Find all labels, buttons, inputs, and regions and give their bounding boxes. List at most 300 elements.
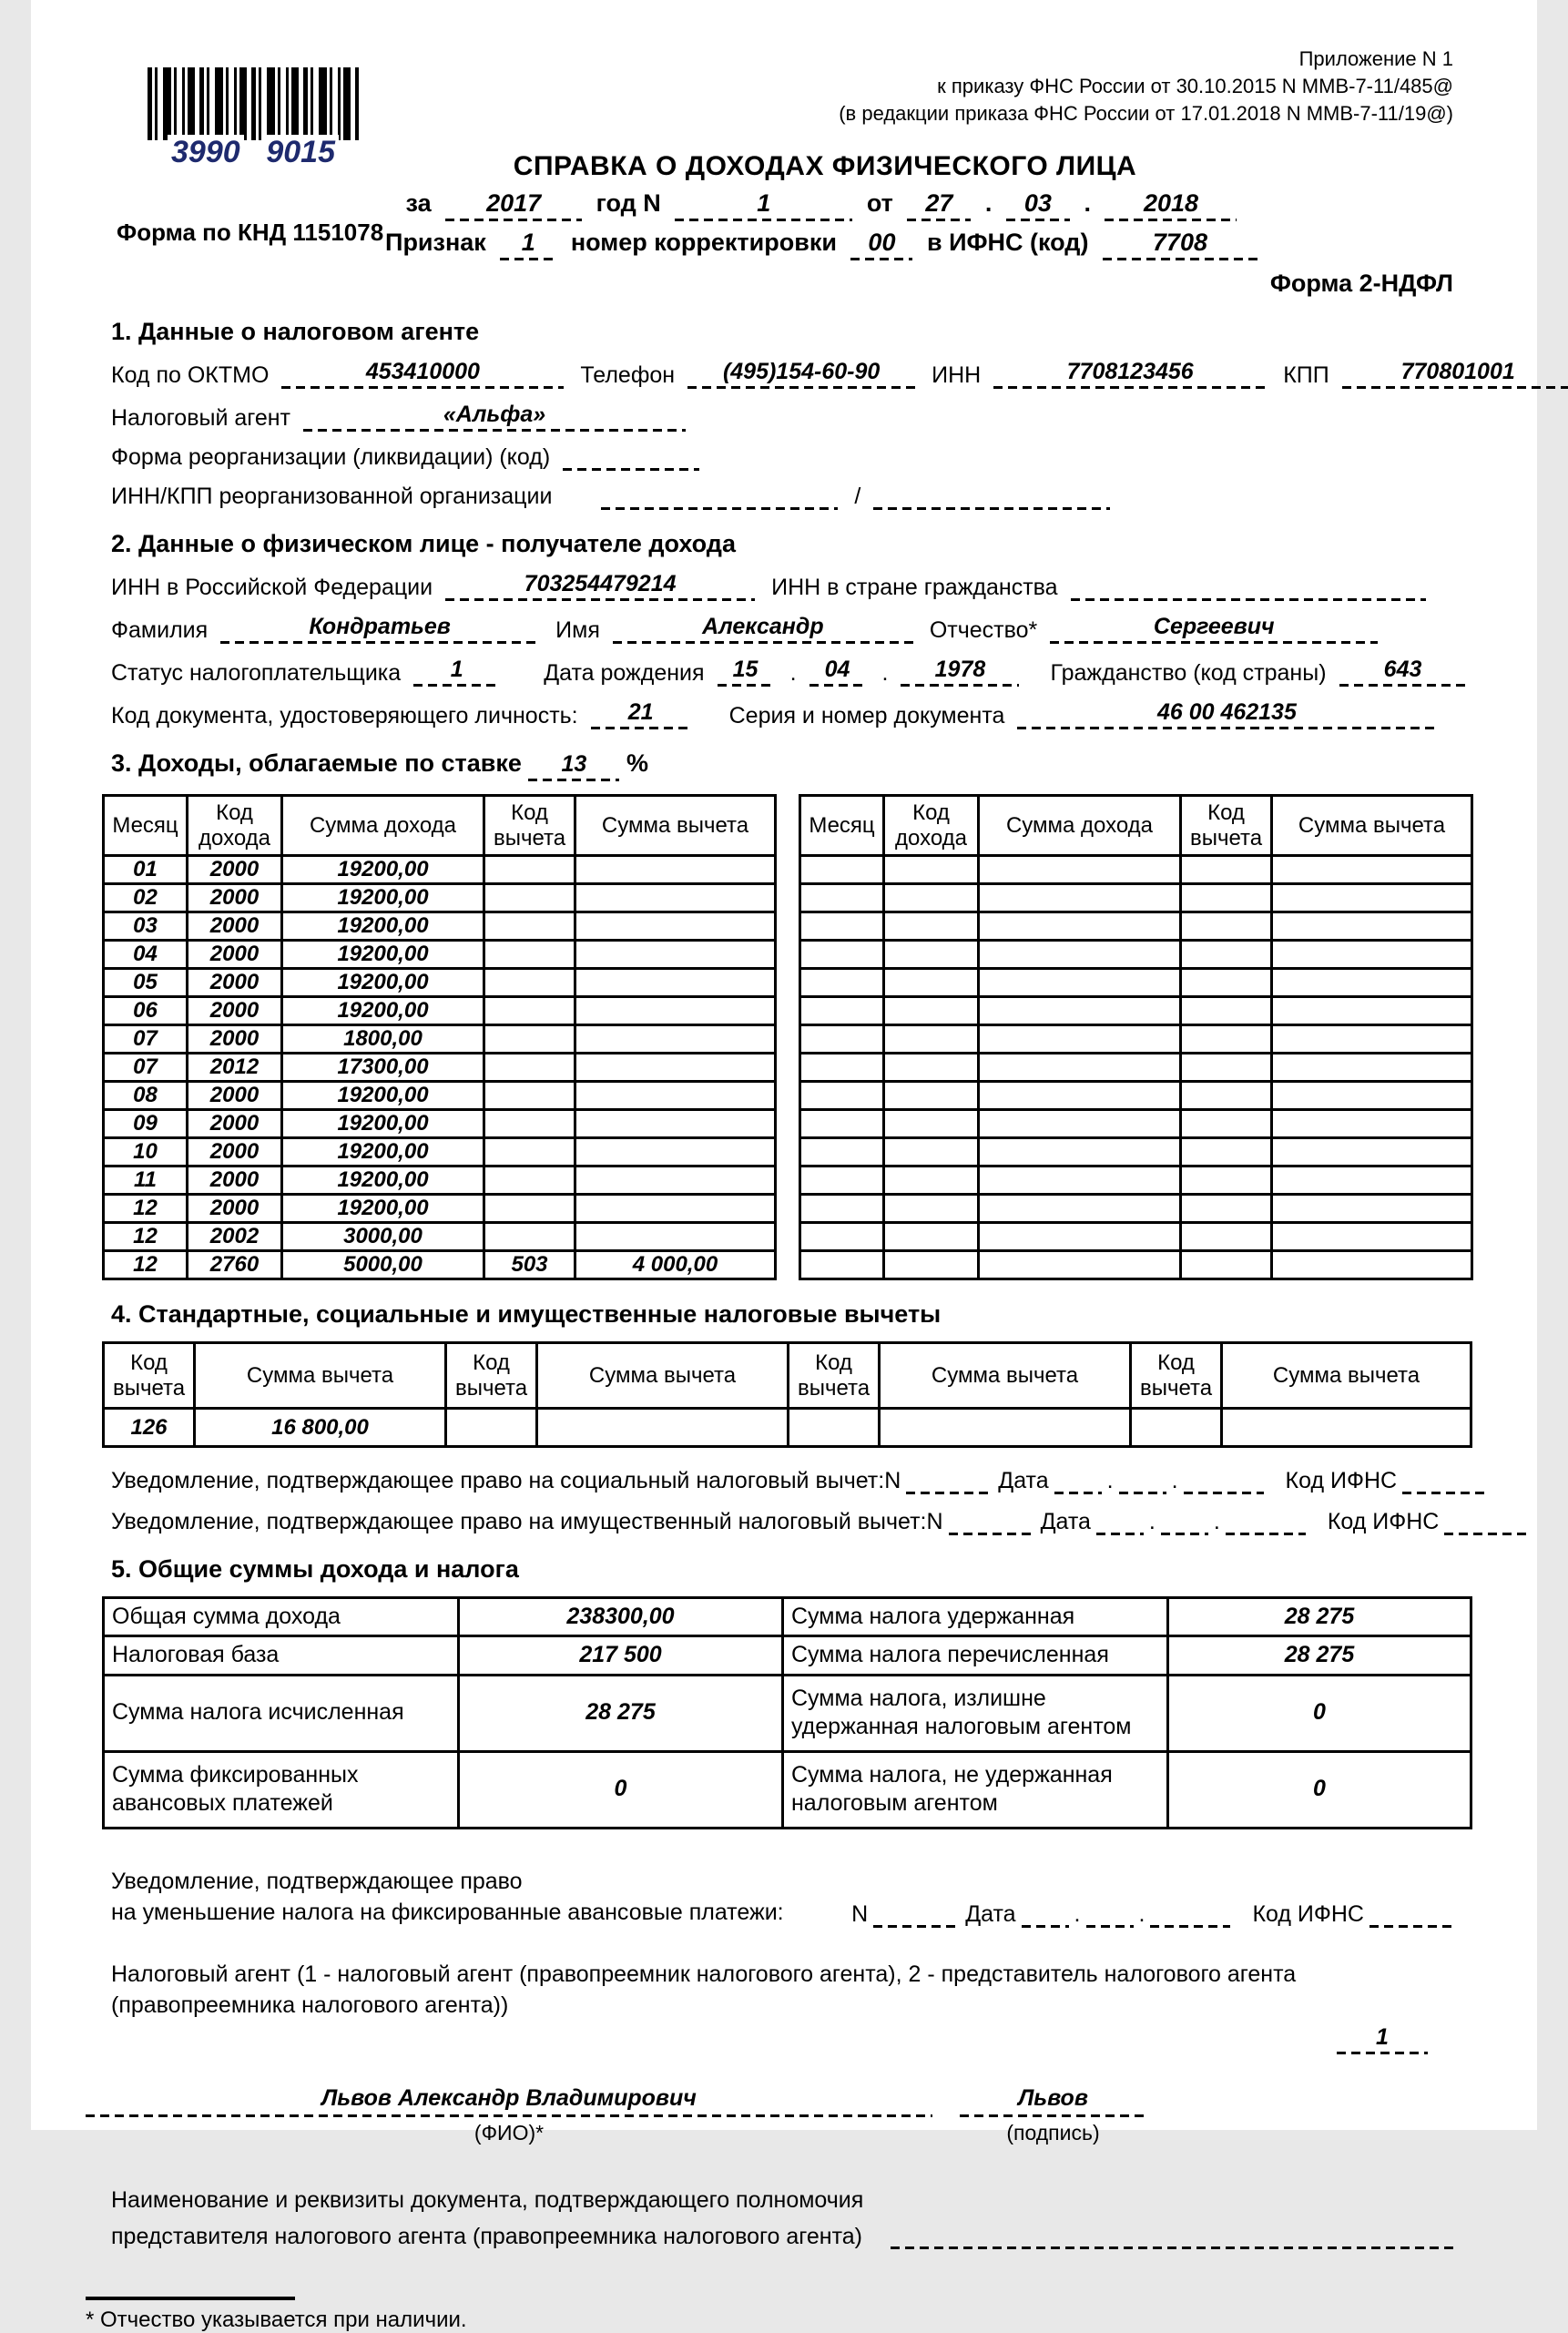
empty-cell bbox=[1181, 1166, 1272, 1195]
deduction-row bbox=[104, 1409, 1471, 1447]
tax-rate-field: 13 bbox=[528, 751, 619, 781]
ifns-code-label: в ИФНС (код) bbox=[926, 229, 1089, 256]
notice-label: Уведомление, подтверждающее право на имущественный налоговый вычет: bbox=[111, 1509, 927, 1534]
inn-rf-field: 703254479214 bbox=[445, 571, 755, 601]
empty-cell bbox=[800, 1251, 884, 1279]
cell-deduction-sum bbox=[880, 1409, 1131, 1447]
cell-deduction bbox=[575, 1166, 776, 1195]
cell-income-code: 2760 bbox=[188, 1251, 282, 1279]
cell-month: 11 bbox=[104, 1166, 188, 1195]
certificate-number-field: 1 bbox=[675, 189, 852, 221]
empty-cell bbox=[1272, 856, 1472, 884]
col-deduction-sum: Сумма вычета bbox=[880, 1343, 1131, 1409]
notice-date-day-field bbox=[1022, 1924, 1069, 1928]
cell-deduction bbox=[575, 912, 776, 941]
section2-title: 2. Данные о физическом лице - получателе дохода bbox=[111, 530, 736, 557]
col-deduction-code: Код вычета bbox=[484, 796, 575, 856]
cell-income-code: 2000 bbox=[188, 1110, 282, 1138]
empty-cell bbox=[1272, 1195, 1472, 1223]
oktmo-field: 453410000 bbox=[281, 359, 564, 389]
barcode-bars-image bbox=[148, 67, 359, 140]
ot-label: от bbox=[866, 189, 893, 217]
empty-cell bbox=[1272, 1110, 1472, 1138]
correction-number-label: номер корректировки bbox=[570, 229, 837, 256]
taxpayer-status-label: Статус налогоплательщика bbox=[111, 660, 402, 686]
date-separator: . bbox=[1074, 1900, 1081, 1927]
cell-deduction bbox=[575, 1054, 776, 1082]
empty-cell bbox=[884, 1082, 979, 1110]
citizenship-label: Гражданство (код страны) bbox=[1050, 660, 1327, 686]
date-label: Дата bbox=[998, 1468, 1049, 1493]
cell-month: 05 bbox=[104, 969, 188, 997]
footnote-text: * Отчество указывается при наличии. bbox=[86, 2307, 467, 2332]
reorg-inn-field bbox=[601, 506, 838, 510]
cell-deduction-code bbox=[484, 856, 575, 884]
cell-deduction-code: 503 bbox=[484, 1251, 575, 1279]
income-row bbox=[104, 884, 776, 912]
empty-income-row bbox=[800, 856, 1472, 884]
empty-cell bbox=[1272, 1054, 1472, 1082]
notice-advance-payments bbox=[111, 1866, 1457, 1928]
surname-field: Кондратьев bbox=[220, 614, 539, 644]
empty-cell bbox=[884, 1025, 979, 1054]
date-separator: . bbox=[1138, 1900, 1145, 1927]
tax-overwithheld-label: Сумма налога, излишне удержанная налоговым агентом bbox=[783, 1675, 1168, 1751]
empty-income-row bbox=[800, 1025, 1472, 1054]
authority-document-block bbox=[111, 2182, 1453, 2255]
empty-cell bbox=[979, 1195, 1181, 1223]
patronymic-field: Сергеевич bbox=[1050, 614, 1378, 644]
empty-cell bbox=[1272, 912, 1472, 941]
empty-cell bbox=[1272, 1223, 1472, 1251]
col-deduction-sum: Сумма вычета bbox=[1272, 796, 1472, 856]
cell-deduction-code bbox=[484, 912, 575, 941]
signature-caption: (подпись) bbox=[1006, 2120, 1100, 2145]
empty-cell bbox=[979, 912, 1181, 941]
date-separator: . bbox=[984, 189, 993, 217]
authority-document-label bbox=[111, 2182, 863, 2255]
total-income-label: Общая сумма дохода bbox=[104, 1598, 459, 1636]
empty-cell bbox=[884, 856, 979, 884]
fixed-advance-label: Сумма фиксированных авансовых платежей bbox=[104, 1751, 459, 1828]
income-table-header bbox=[104, 796, 776, 856]
empty-cell bbox=[884, 884, 979, 912]
cell-income: 19200,00 bbox=[282, 941, 484, 969]
cell-deduction bbox=[575, 1025, 776, 1054]
barcode-digits-right: 9015 bbox=[262, 135, 339, 170]
col-deduction-sum: Сумма вычета bbox=[537, 1343, 789, 1409]
empty-cell bbox=[884, 969, 979, 997]
empty-cell bbox=[1272, 997, 1472, 1025]
notice-property-deduction bbox=[111, 1509, 1457, 1535]
za-label: за bbox=[405, 189, 432, 217]
date-year-field: 2018 bbox=[1105, 189, 1237, 221]
cell-month: 12 bbox=[104, 1195, 188, 1223]
doc-number-field: 46 00 462135 bbox=[1017, 699, 1436, 729]
empty-income-row bbox=[800, 1195, 1472, 1223]
empty-income-row bbox=[800, 1110, 1472, 1138]
notice-date-year-field bbox=[1184, 1491, 1264, 1494]
col-income-sum: Сумма дохода bbox=[282, 796, 484, 856]
cell-income-code: 2000 bbox=[188, 1166, 282, 1195]
n-label: N bbox=[926, 1509, 943, 1534]
cell-income-code: 2012 bbox=[188, 1054, 282, 1082]
cell-income: 19200,00 bbox=[282, 912, 484, 941]
empty-cell bbox=[800, 1025, 884, 1054]
empty-income-row bbox=[800, 1251, 1472, 1279]
col-deduction-sum: Сумма вычета bbox=[575, 796, 776, 856]
percent-sign: % bbox=[626, 749, 648, 777]
income-row bbox=[104, 969, 776, 997]
footnote-divider bbox=[86, 2297, 295, 2300]
birth-day-field: 15 bbox=[718, 657, 774, 687]
cell-deduction bbox=[575, 1195, 776, 1223]
empty-cell bbox=[800, 1223, 884, 1251]
empty-cell bbox=[979, 1138, 1181, 1166]
cell-deduction bbox=[575, 1138, 776, 1166]
empty-income-row bbox=[800, 941, 1472, 969]
tax-base-label: Налоговая база bbox=[104, 1636, 459, 1675]
tax-withheld-label: Сумма налога удержанная bbox=[783, 1598, 1168, 1636]
birth-month-field: 04 bbox=[809, 657, 866, 687]
tax-calculated-label: Сумма налога исчисленная bbox=[104, 1675, 459, 1751]
cell-month: 07 bbox=[104, 1025, 188, 1054]
year-field: 2017 bbox=[445, 189, 582, 221]
col-deduction-code: Код вычета bbox=[446, 1343, 537, 1409]
doc-number-label: Серия и номер документа bbox=[728, 703, 1005, 728]
empty-cell bbox=[800, 1110, 884, 1138]
ifns-code-label: Код ИФНС bbox=[1285, 1468, 1398, 1493]
fio-value: Львов Александр Владимирович bbox=[86, 2085, 932, 2117]
cell-deduction-code bbox=[484, 1166, 575, 1195]
totals-row bbox=[104, 1751, 1471, 1828]
empty-cell bbox=[1272, 941, 1472, 969]
notice-date-month-field bbox=[1086, 1924, 1134, 1928]
col-deduction-code: Код вычета bbox=[789, 1343, 880, 1409]
notice-number-field bbox=[949, 1532, 1035, 1535]
income-row bbox=[104, 1138, 776, 1166]
empty-cell bbox=[800, 912, 884, 941]
empty-cell bbox=[979, 1166, 1181, 1195]
empty-cell bbox=[979, 1110, 1181, 1138]
appendix-line: к приказу ФНС России от 30.10.2015 N ММВ-7-11/485@ bbox=[937, 75, 1453, 97]
deductions-header bbox=[104, 1343, 1471, 1409]
date-label: Дата bbox=[965, 1900, 1016, 1927]
reorg-form-field bbox=[563, 467, 699, 471]
inn-foreign-field bbox=[1071, 597, 1426, 601]
empty-cell bbox=[1272, 1082, 1472, 1110]
cell-deduction bbox=[575, 997, 776, 1025]
empty-income-row bbox=[800, 1054, 1472, 1082]
citizenship-field: 643 bbox=[1339, 657, 1467, 687]
col-deduction-code: Код вычета bbox=[1131, 1343, 1222, 1409]
cell-deduction bbox=[575, 1110, 776, 1138]
header-year-line bbox=[72, 189, 1568, 221]
tax-not-withheld-value: 0 bbox=[1168, 1751, 1471, 1828]
empty-cell bbox=[800, 1138, 884, 1166]
empty-cell bbox=[884, 1110, 979, 1138]
cell-deduction-code bbox=[484, 1110, 575, 1138]
empty-cell bbox=[800, 969, 884, 997]
section1-row-oktmo bbox=[111, 359, 1515, 389]
cell-income-code: 2000 bbox=[188, 884, 282, 912]
authority-doc-line1: Наименование и реквизиты документа, подтверждающего полномочия bbox=[111, 2186, 864, 2213]
cell-deduction-code: 126 bbox=[104, 1409, 195, 1447]
agent-kpp-label: КПП bbox=[1283, 362, 1329, 388]
taxpayer-status-field: 1 bbox=[413, 657, 500, 687]
empty-income-row bbox=[800, 884, 1472, 912]
cell-income-code: 2000 bbox=[188, 1082, 282, 1110]
totals-row bbox=[104, 1675, 1471, 1751]
tax-transferred-value: 28 275 bbox=[1168, 1636, 1471, 1675]
notice-label bbox=[111, 1866, 784, 1928]
cell-deduction bbox=[575, 969, 776, 997]
agent-note-line1: Налоговый агент (1 - налоговый агент (правопреемник налогового агента), 2 - представитель налогового агента bbox=[111, 1961, 1297, 1987]
notice-social-deduction bbox=[111, 1468, 1457, 1494]
income-row bbox=[104, 1195, 776, 1223]
appendix-line: (в редакции приказа ФНС России от 17.01.2018 N ММВ-7-11/19@) bbox=[839, 102, 1453, 125]
phone-label: Телефон bbox=[580, 362, 676, 388]
cell-deduction bbox=[575, 856, 776, 884]
cell-month: 10 bbox=[104, 1138, 188, 1166]
cell-income-code: 2002 bbox=[188, 1223, 282, 1251]
empty-cell bbox=[884, 1054, 979, 1082]
birth-year-field: 1978 bbox=[901, 657, 1019, 687]
cell-income: 1800,00 bbox=[282, 1025, 484, 1054]
priznak-field: 1 bbox=[500, 229, 556, 260]
section5-title: 5. Общие суммы дохода и налога bbox=[111, 1555, 519, 1583]
reorg-form-label: Форма реорганизации (ликвидации) (код) bbox=[111, 444, 551, 470]
notice-fields bbox=[927, 1509, 1532, 1535]
cell-income: 17300,00 bbox=[282, 1054, 484, 1082]
cell-deduction-sum bbox=[1222, 1409, 1471, 1447]
empty-cell bbox=[1181, 1251, 1272, 1279]
notice-ifns-field bbox=[1444, 1532, 1526, 1535]
empty-cell bbox=[800, 1054, 884, 1082]
empty-cell bbox=[884, 1138, 979, 1166]
notice-number-field bbox=[873, 1924, 960, 1928]
empty-cell bbox=[1272, 1025, 1472, 1054]
total-income-value: 238300,00 bbox=[459, 1598, 783, 1636]
empty-cell bbox=[1272, 884, 1472, 912]
totals-row bbox=[104, 1636, 1471, 1675]
appendix-line: Приложение N 1 bbox=[1298, 47, 1453, 70]
birth-separator: . bbox=[789, 660, 797, 686]
agent-inn-field: 7708123456 bbox=[993, 359, 1267, 389]
agent-kpp-field: 770801001 bbox=[1342, 359, 1568, 389]
col-month: Месяц bbox=[800, 796, 884, 856]
handwritten-signature bbox=[960, 2085, 1146, 2145]
section1-row-reorg-inn bbox=[111, 484, 1457, 510]
cell-month: 04 bbox=[104, 941, 188, 969]
cell-income-code: 2000 bbox=[188, 969, 282, 997]
empty-income-row bbox=[800, 1166, 1472, 1195]
empty-cell bbox=[800, 1082, 884, 1110]
tax-agent-note bbox=[111, 1959, 1457, 2021]
section2-row-inn bbox=[111, 571, 1457, 601]
notice-date-day-field bbox=[1096, 1532, 1144, 1535]
cell-income: 19200,00 bbox=[282, 884, 484, 912]
section3-title-text: 3. Доходы, облагаемые по ставке bbox=[111, 749, 522, 777]
empty-cell bbox=[1181, 1138, 1272, 1166]
date-separator: . bbox=[1213, 1509, 1220, 1534]
cell-income: 3000,00 bbox=[282, 1223, 484, 1251]
ifns-code-field: 7708 bbox=[1103, 229, 1257, 260]
date-separator: . bbox=[1084, 189, 1091, 217]
cell-deduction bbox=[575, 1223, 776, 1251]
col-deduction-sum: Сумма вычета bbox=[1222, 1343, 1471, 1409]
cell-deduction-code bbox=[484, 1223, 575, 1251]
col-income-code: Код дохода bbox=[884, 796, 979, 856]
n-label: N bbox=[851, 1900, 869, 1927]
date-day-field: 27 bbox=[907, 189, 971, 221]
tax-calculated-value: 28 275 bbox=[459, 1675, 783, 1751]
empty-cell bbox=[1181, 1195, 1272, 1223]
empty-cell bbox=[979, 1025, 1181, 1054]
col-deduction-sum: Сумма вычета bbox=[195, 1343, 446, 1409]
cell-deduction-sum bbox=[537, 1409, 789, 1447]
income-row bbox=[104, 1054, 776, 1082]
signature-value: Львов bbox=[960, 2085, 1146, 2117]
section3-title bbox=[111, 749, 1537, 781]
cell-deduction-code bbox=[484, 1082, 575, 1110]
agent-note-line2: (правопреемника налогового агента)) bbox=[111, 1992, 509, 2018]
empty-cell bbox=[979, 1082, 1181, 1110]
fixed-advance-value: 0 bbox=[459, 1751, 783, 1828]
notice-ifns-field bbox=[1369, 1924, 1451, 1928]
section1-row-agent bbox=[111, 402, 1457, 432]
phone-field: (495)154-60-90 bbox=[687, 359, 915, 389]
empty-cell bbox=[884, 1251, 979, 1279]
barcode-digits-left: 3990 bbox=[168, 135, 244, 170]
empty-cell bbox=[884, 1166, 979, 1195]
cell-deduction bbox=[575, 941, 776, 969]
empty-cell bbox=[1181, 884, 1272, 912]
empty-cell bbox=[979, 1054, 1181, 1082]
tax-withheld-value: 28 275 bbox=[1168, 1598, 1471, 1636]
cell-deduction-code bbox=[484, 1138, 575, 1166]
cell-deduction-code bbox=[484, 1195, 575, 1223]
fio-signature bbox=[86, 2085, 932, 2145]
income-row bbox=[104, 1025, 776, 1054]
document-title: СПРАВКА О ДОХОДАХ ФИЗИЧЕСКОГО ЛИЦА bbox=[513, 151, 1137, 181]
reorg-kpp-field bbox=[873, 506, 1110, 510]
empty-cell bbox=[800, 997, 884, 1025]
doc-code-label: Код документа, удостоверяющего личность: bbox=[111, 703, 578, 728]
cell-income: 19200,00 bbox=[282, 1082, 484, 1110]
income-table-right-empty bbox=[799, 794, 1473, 1280]
empty-cell bbox=[1272, 969, 1472, 997]
cell-income-code: 2000 bbox=[188, 912, 282, 941]
col-deduction-code: Код вычета bbox=[1181, 796, 1272, 856]
notice-fields bbox=[884, 1468, 1490, 1494]
notice-label: Уведомление, подтверждающее право на социальный налоговый вычет: bbox=[111, 1468, 885, 1493]
authority-document-field bbox=[891, 2246, 1453, 2249]
form-name-2ndfl: Форма 2-НДФЛ bbox=[1269, 270, 1453, 297]
empty-cell bbox=[1272, 1138, 1472, 1166]
notice-date-month-field bbox=[1119, 1491, 1166, 1494]
name-field: Александр bbox=[613, 614, 913, 644]
cell-deduction-code bbox=[484, 997, 575, 1025]
knd-form-label: Форма по КНД 1151078 bbox=[117, 219, 384, 246]
cell-income-code: 2000 bbox=[188, 1138, 282, 1166]
income-row bbox=[104, 1110, 776, 1138]
empty-income-row bbox=[800, 912, 1472, 941]
surname-label: Фамилия bbox=[111, 617, 209, 643]
empty-cell bbox=[884, 941, 979, 969]
n-label: N bbox=[884, 1468, 901, 1493]
empty-cell bbox=[979, 1223, 1181, 1251]
empty-cell bbox=[800, 856, 884, 884]
document-header bbox=[72, 151, 1568, 260]
inn-kpp-slash: / bbox=[854, 484, 861, 509]
name-label: Имя bbox=[555, 617, 600, 643]
income-row bbox=[104, 1223, 776, 1251]
cell-income: 19200,00 bbox=[282, 1110, 484, 1138]
authority-doc-line2: представителя налогового агента (правопреемника налогового агента) bbox=[111, 2223, 862, 2249]
notice-date-year-field bbox=[1226, 1532, 1306, 1535]
section2-row-fio bbox=[111, 614, 1457, 644]
cell-income: 19200,00 bbox=[282, 1138, 484, 1166]
income-table-header bbox=[800, 796, 1472, 856]
birth-date-label: Дата рождения bbox=[544, 660, 705, 686]
oktmo-label: Код по ОКТМО bbox=[111, 362, 270, 388]
cell-month: 08 bbox=[104, 1082, 188, 1110]
empty-cell bbox=[884, 997, 979, 1025]
cell-income: 19200,00 bbox=[282, 1166, 484, 1195]
section4-title: 4. Стандартные, социальные и имущественные налоговые вычеты bbox=[111, 1300, 942, 1328]
ifns-code-label: Код ИФНС bbox=[1327, 1509, 1440, 1534]
date-month-field: 03 bbox=[1006, 189, 1070, 221]
empty-cell bbox=[884, 1223, 979, 1251]
tax-base-value: 217 500 bbox=[459, 1636, 783, 1675]
inn-rf-label: ИНН в Российской Федерации bbox=[111, 575, 433, 600]
empty-cell bbox=[979, 997, 1181, 1025]
date-label: Дата bbox=[1040, 1509, 1091, 1534]
cell-deduction bbox=[575, 884, 776, 912]
income-row bbox=[104, 997, 776, 1025]
empty-cell bbox=[884, 912, 979, 941]
cell-month: 03 bbox=[104, 912, 188, 941]
empty-cell bbox=[1181, 1025, 1272, 1054]
empty-cell bbox=[979, 856, 1181, 884]
notice-date-month-field bbox=[1161, 1532, 1208, 1535]
empty-cell bbox=[1181, 1054, 1272, 1082]
cell-income-code: 2000 bbox=[188, 1025, 282, 1054]
document-page bbox=[31, 0, 1537, 2332]
birth-separator: . bbox=[881, 660, 889, 686]
notice-number-field bbox=[906, 1491, 993, 1494]
income-row bbox=[104, 1082, 776, 1110]
cell-income-code: 2000 bbox=[188, 1195, 282, 1223]
cell-deduction bbox=[575, 1082, 776, 1110]
agent-flag-field: 1 bbox=[1337, 2024, 1428, 2054]
empty-income-row bbox=[800, 969, 1472, 997]
patronymic-label: Отчество* bbox=[929, 617, 1038, 643]
col-month: Месяц bbox=[104, 796, 188, 856]
cell-income: 19200,00 bbox=[282, 1195, 484, 1223]
empty-income-row bbox=[800, 1223, 1472, 1251]
date-separator: . bbox=[1171, 1468, 1178, 1493]
empty-cell bbox=[800, 1195, 884, 1223]
empty-cell bbox=[1181, 1082, 1272, 1110]
cell-income: 5000,00 bbox=[282, 1251, 484, 1279]
empty-cell bbox=[1272, 1251, 1472, 1279]
col-income-sum: Сумма дохода bbox=[979, 796, 1181, 856]
cell-income: 19200,00 bbox=[282, 997, 484, 1025]
cell-month: 01 bbox=[104, 856, 188, 884]
reorg-inn-kpp-label: ИНН/КПП реорганизованной организации bbox=[111, 484, 553, 509]
